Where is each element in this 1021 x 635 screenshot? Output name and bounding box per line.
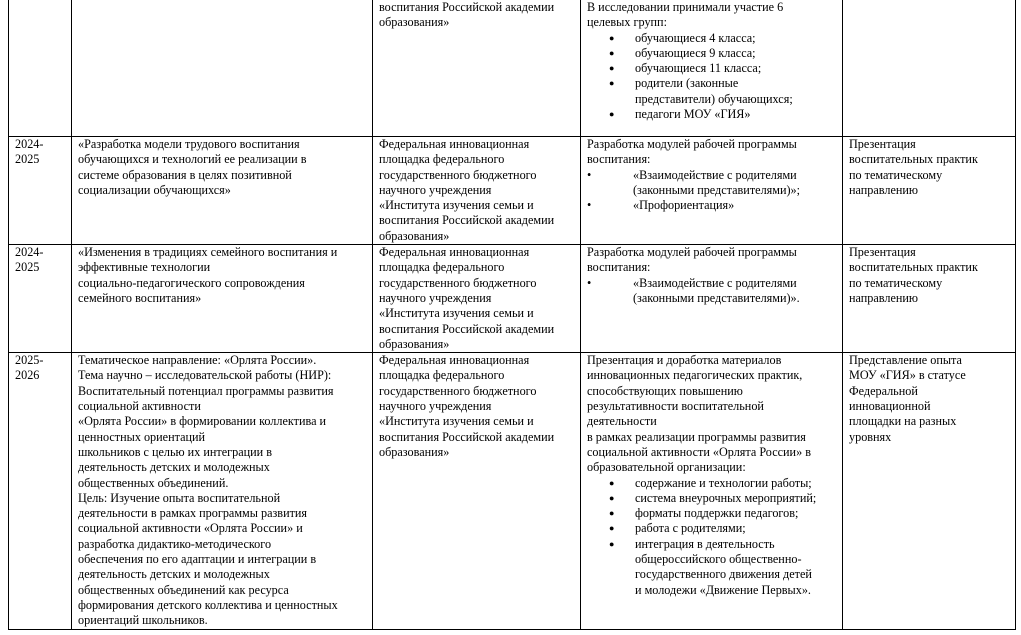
topic-cell: [72, 0, 373, 137]
list-item: ● система внеурочных мероприятий;: [609, 491, 836, 506]
modules-list: [587, 168, 836, 214]
list-item: ● работа с родителями;: [609, 521, 836, 536]
list-item: • «Взаимодействие с родителями (законными представителями)».: [587, 275, 800, 305]
results-cell: [581, 353, 843, 629]
table-row: [9, 353, 1016, 629]
organization-cell: воспитания Российской академии образования»: [373, 0, 581, 137]
year-cell: 2025- 2026: [9, 353, 72, 629]
list-item: ● обучающиеся 11 класса;: [609, 61, 836, 76]
list-item: ● содержание и технологии работы;: [609, 476, 836, 491]
topic-cell: «Изменения в традициях семейного воспитания и эффективные технологии социально-педагогического сопровождения семейного воспитания»: [72, 245, 373, 353]
year-cell: 2024- 2025: [9, 245, 72, 353]
form-cell: Презентация воспитательных практик по тематическому направлению: [843, 137, 1016, 245]
table-row: [9, 245, 1016, 353]
results-intro: Разработка модулей рабочей программы воспитания:: [587, 245, 797, 275]
list-item: • «Профориентация»: [587, 198, 735, 213]
bullet-icon: •: [587, 167, 592, 182]
target-groups-list: [587, 31, 836, 123]
bullet-icon: •: [587, 275, 592, 290]
results-intro: Презентация и доработка материалов инновационных педагогических практик, способствующих повышению результативности воспитательной деятельности в рамках реализации программы развития социальной активности «Орлята России» в образовательной организации:: [587, 353, 811, 475]
organization-cell: Федеральная инновационная площадка федерального государственного бюджетного научного учреждения «Института изучения семьи и воспитания Российской академии образования»: [373, 353, 581, 629]
results-intro: В исследовании принимали участие 6 целевых групп:: [587, 0, 784, 30]
results-intro: Разработка модулей рабочей программы воспитания:: [587, 137, 797, 167]
list-item: • «Взаимодействие с родителями (законными представителями)»;: [587, 167, 801, 197]
list-item: ● интеграция в деятельность общероссийского общественно- государственного движения детей и молодежи «Движение Первых».: [609, 537, 836, 598]
topic-cell: «Разработка модели трудового воспитания обучающихся и технологий ее реализации в системе образования в целях позитивной социализации обучающихся»: [72, 137, 373, 245]
organization-cell: Федеральная инновационная площадка федерального государственного бюджетного научного учреждения «Института изучения семьи и воспитания Российской академии образования»: [373, 137, 581, 245]
organization-cell: Федеральная инновационная площадка федерального государственного бюджетного научного учреждения «Института изучения семьи и воспитания Российской академии образования»: [373, 245, 581, 353]
form-cell: Презентация воспитательных практик по тематическому направлению: [843, 245, 1016, 353]
year-cell: 2024- 2025: [9, 137, 72, 245]
materials-list: [587, 476, 836, 598]
bullet-icon: •: [587, 198, 592, 213]
table-row: [9, 0, 1016, 137]
list-item: ● обучающиеся 4 класса;: [609, 31, 836, 46]
list-item: ● обучающиеся 9 класса;: [609, 46, 836, 61]
list-item: ● педагоги МОУ «ГИЯ»: [609, 107, 836, 122]
year-cell: [9, 0, 72, 137]
results-cell: [581, 0, 843, 137]
results-cell: [581, 245, 843, 353]
list-item: ● форматы поддержки педагогов;: [609, 506, 836, 521]
form-cell: Представление опыта МОУ «ГИЯ» в статусе Федеральной инновационной площадки на разных уровнях: [843, 353, 1016, 629]
modules-list: [587, 276, 836, 307]
topic-cell: Тематическое направление: «Орлята России». Тема научно – исследовательской работы (НИР): Воспитательный потенциал программы развития социальной активности «Орлята России» в формировании коллектива и ценностных ориентаций школьников с целью их интеграции в деятельность детских и молодежных общественных объединений. Цель: Изучение опыта воспитательной деятельности в рамках программы развития социальной активности «Орлята России» и разработка дидактико-методического обеспечения по его адаптации и интеграции в деятельность детских и молодежных общественных объединений как ресурса формирования детского коллектива и ценностных ориентаций школьников.: [72, 353, 373, 629]
innovation-activity-table: [8, 0, 1016, 630]
table-row: [9, 137, 1016, 245]
results-cell: [581, 137, 843, 245]
form-cell: [843, 0, 1016, 137]
list-item: ● родители (законные представители) обучающихся;: [609, 76, 836, 107]
